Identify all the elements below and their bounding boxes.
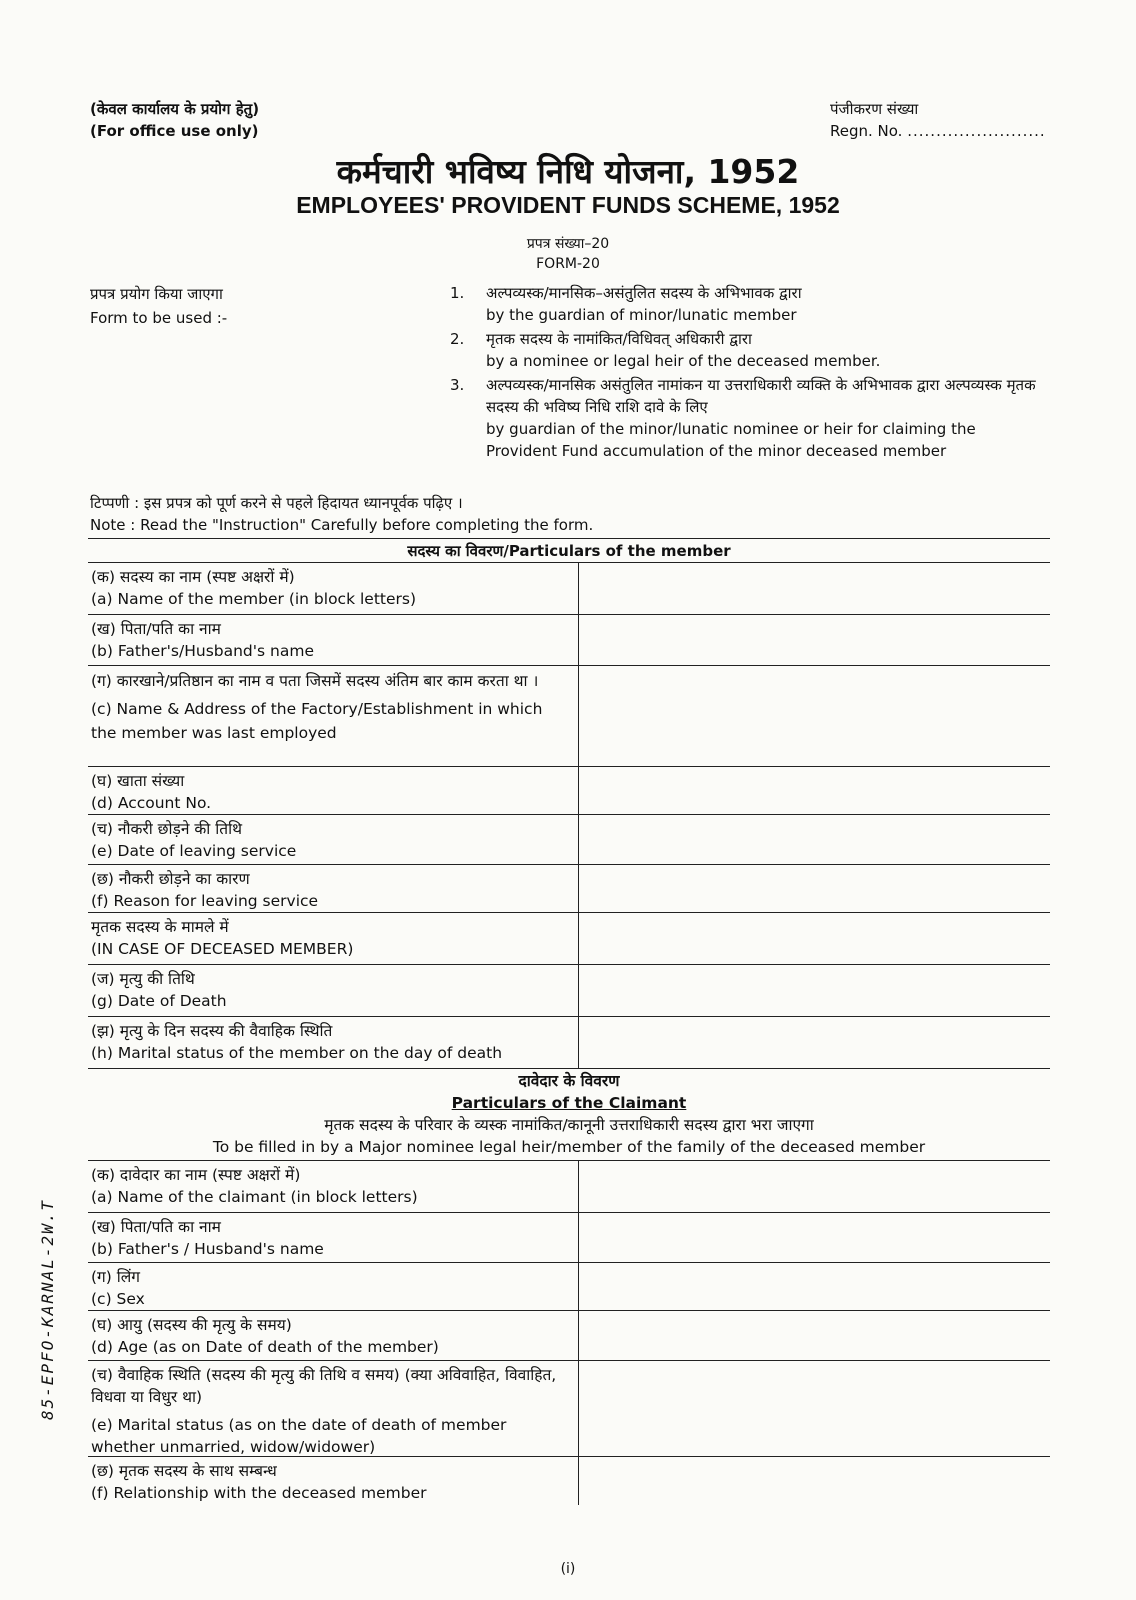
claimant-subheading-en: To be filled in by a Major nominee legal heir/member of the family of the deceased member bbox=[212, 1138, 926, 1156]
member-section-heading: सदस्य का विवरण/Particulars of the member bbox=[407, 542, 731, 560]
usage-item bbox=[450, 328, 1050, 372]
usage-item bbox=[450, 282, 1050, 326]
margin-handwritten-note: 85-EPFO-KARNAL-2W.T bbox=[38, 1198, 57, 1420]
row-label-hi: (ग) कारखाने/प्रतिष्ठान का नाम व पता जिसमें सदस्य अंतिम बार काम करता था । bbox=[91, 672, 539, 690]
row-label-hi: (ज) मृत्यु की तिथि bbox=[91, 970, 195, 988]
usage-item-number: 1. bbox=[450, 284, 465, 302]
claimant-row-father bbox=[88, 1212, 1050, 1263]
office-use-label bbox=[90, 98, 259, 142]
row-label-en: (e) Marital status (as on the date of death of member whether unmarried, widow/widower) bbox=[91, 1416, 507, 1456]
usage-item-hi: मृतक सदस्य के नामांकित/विधिवत् अधिकारी द्वारा bbox=[486, 330, 752, 348]
member-row-establishment bbox=[88, 665, 1050, 767]
row-label-hi: (झ) मृत्यु के दिन सदस्य की वैवाहिक स्थिति bbox=[91, 1022, 333, 1040]
regn-label-hi: पंजीकरण संख्या bbox=[830, 100, 919, 118]
row-label-hi: (क) सदस्य का नाम (स्पष्ट अक्षरों में) bbox=[91, 568, 295, 586]
claimant-heading-hi: दावेदार के विवरण bbox=[518, 1072, 620, 1090]
office-use-en: (For office use only) bbox=[90, 122, 259, 140]
usage-item-en: by a nominee or legal heir of the deceased member. bbox=[486, 352, 881, 370]
member-row-account bbox=[88, 766, 1050, 815]
usage-item-number: 2. bbox=[450, 330, 465, 348]
regn-label-en: Regn. No. bbox=[830, 122, 903, 140]
row-label-hi: (ग) लिंग bbox=[91, 1268, 140, 1286]
scheme-title-hi: कर्मचारी भविष्य निधि योजना, 1952 bbox=[336, 152, 800, 191]
registration-number bbox=[830, 98, 1046, 142]
page-number: (i) bbox=[560, 1561, 576, 1577]
row-label-en: (g) Date of Death bbox=[91, 992, 227, 1010]
usage-item-hi: अल्पव्यस्क/मानसिक असंतुलित नामांकन या उत्तराधिकारी व्यक्ति के अभिभावक द्वारा अल्पव्यस्क मृतक सदस्य की भविष्य निधि राशि दावे के लिए bbox=[486, 376, 1036, 416]
claimant-row-age bbox=[88, 1310, 1050, 1361]
row-label-hi: (घ) खाता संख्या bbox=[91, 772, 185, 790]
row-label-hi: (ख) पिता/पति का नाम bbox=[91, 1218, 221, 1236]
row-label-hi: (छ) नौकरी छोड़ने का कारण bbox=[91, 870, 250, 888]
row-label-en: (e) Date of leaving service bbox=[91, 842, 297, 860]
claimant-row-marital-status bbox=[88, 1360, 1050, 1457]
claimant-heading-en: Particulars of the Claimant bbox=[451, 1094, 687, 1112]
regn-field[interactable]: ........................ bbox=[907, 122, 1046, 140]
member-row-marital-status bbox=[88, 1016, 1050, 1069]
note-hi: टिप्पणी : इस प्रपत्र को पूर्ण करने से पहले हिदायत ध्यानपूर्वक पढ़िए । bbox=[90, 494, 463, 512]
row-label-en: (a) Name of the member (in block letters) bbox=[91, 590, 417, 608]
claimant-row-relationship bbox=[88, 1456, 1050, 1505]
usage-item-en: by the guardian of minor/lunatic member bbox=[486, 306, 797, 324]
row-label-en: (d) Account No. bbox=[91, 794, 212, 812]
usage-label-hi: प्रपत्र प्रयोग किया जाएगा bbox=[90, 285, 223, 303]
member-row-death-date bbox=[88, 964, 1050, 1017]
claimant-row-name bbox=[88, 1160, 1050, 1213]
row-label-en: (c) Sex bbox=[91, 1290, 145, 1308]
member-row-deceased-heading bbox=[88, 912, 1050, 965]
row-label-hi: (क) दावेदार का नाम (स्पष्ट अक्षरों में) bbox=[91, 1166, 301, 1184]
row-label-hi: (छ) मृतक सदस्य के साथ सम्बन्ध bbox=[91, 1462, 277, 1480]
row-label-en: (b) Father's / Husband's name bbox=[91, 1240, 324, 1258]
claimant-section-heading bbox=[88, 1070, 1050, 1158]
member-row-name bbox=[88, 562, 1050, 615]
row-label-en: (b) Father's/Husband's name bbox=[91, 642, 314, 660]
row-label-en: (h) Marital status of the member on the day of death bbox=[91, 1044, 503, 1062]
office-use-hi: (केवल कार्यालय के प्रयोग हेतु) bbox=[90, 100, 260, 118]
form-number-hi: प्रपत्र संख्या–20 bbox=[526, 236, 610, 252]
scheme-title-en: EMPLOYEES' PROVIDENT FUNDS SCHEME, 1952 bbox=[296, 192, 840, 218]
member-row-leaving-date bbox=[88, 814, 1050, 865]
claimant-subheading-hi: मृतक सदस्य के परिवार के व्यस्क नामांकित/कानूनी उत्तराधिकारी सदस्य द्वारा भरा जाएगा bbox=[324, 1116, 814, 1134]
row-label-hi: (च) वैवाहिक स्थिति (सदस्य की मृत्यु की तिथि व समय) (क्या अविवाहित, विवाहित, विधवा या विधुर था) bbox=[91, 1366, 557, 1406]
member-row-father bbox=[88, 614, 1050, 666]
row-label-hi: मृतक सदस्य के मामले में bbox=[91, 918, 229, 936]
usage-item bbox=[450, 374, 1050, 462]
usage-label-en: Form to be used :- bbox=[90, 309, 228, 327]
claimant-row-sex bbox=[88, 1262, 1050, 1311]
row-label-hi: (च) नौकरी छोड़ने की तिथि bbox=[91, 820, 242, 838]
row-label-hi: (घ) आयु (सदस्य की मृत्यु के समय) bbox=[91, 1316, 292, 1334]
row-label-hi: (ख) पिता/पति का नाम bbox=[91, 620, 221, 638]
member-row-leaving-reason bbox=[88, 864, 1050, 913]
form-usage-label bbox=[90, 282, 227, 330]
instruction-note bbox=[90, 492, 593, 536]
row-label-en: (c) Name & Address of the Factory/Establishment in which the member was last employed bbox=[91, 700, 543, 742]
divider bbox=[88, 538, 1050, 539]
usage-item-hi: अल्पव्यस्क/मानसिक–असंतुलित सदस्य के अभिभावक द्वारा bbox=[486, 284, 802, 302]
form-number-en: FORM-20 bbox=[536, 256, 600, 272]
row-label-en: (IN CASE OF DECEASED MEMBER) bbox=[91, 940, 354, 958]
row-label-en: (f) Relationship with the deceased member bbox=[91, 1484, 427, 1502]
row-label-en: (f) Reason for leaving service bbox=[91, 892, 319, 910]
row-label-en: (a) Name of the claimant (in block letters) bbox=[91, 1188, 418, 1206]
row-label-en: (d) Age (as on Date of death of the member) bbox=[91, 1338, 439, 1356]
usage-item-en: by guardian of the minor/lunatic nominee or heir for claiming the Provident Fund accumulation of the minor deceased member bbox=[486, 420, 976, 460]
form-usage-list bbox=[450, 282, 1050, 464]
note-en: Note : Read the "Instruction" Carefully before completing the form. bbox=[90, 516, 594, 534]
usage-item-number: 3. bbox=[450, 376, 465, 394]
